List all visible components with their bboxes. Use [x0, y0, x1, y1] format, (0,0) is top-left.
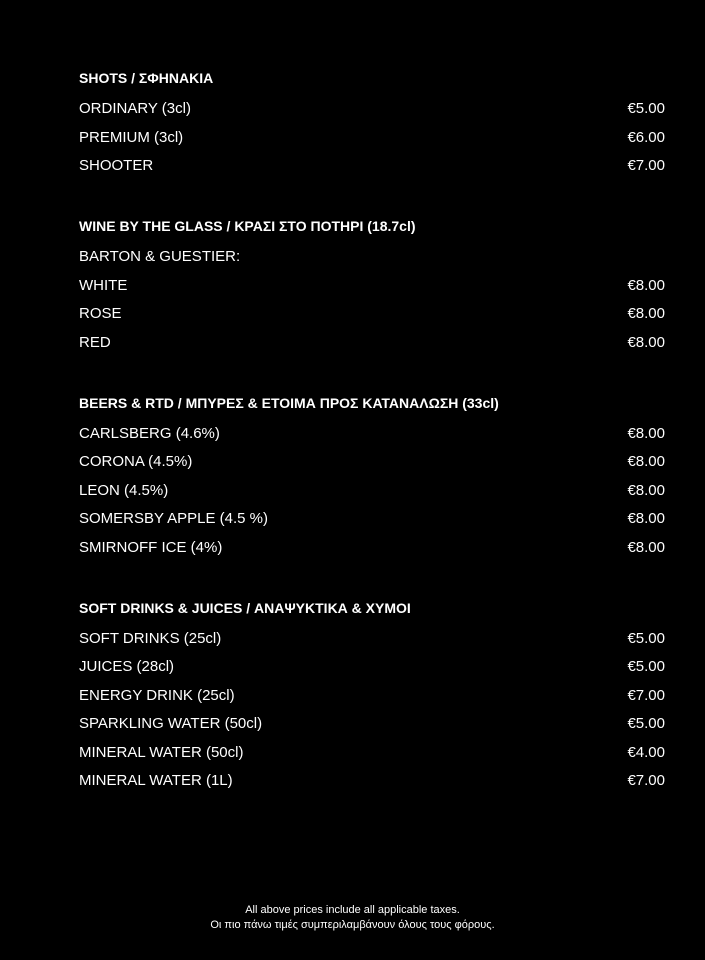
item-name: SHOOTER: [79, 157, 154, 175]
menu-item: [79, 271, 665, 300]
menu-item: [79, 681, 665, 710]
item-name: PREMIUM (3cl): [79, 128, 184, 146]
item-name: SOFT DRINKS (25cl): [79, 629, 222, 647]
item-price: €7.00: [627, 686, 665, 704]
section-title: SOFT DRINKS & JUICES / ΑΝΑΨΥΚΤΙΚΑ & ΧΥΜΟΙ: [79, 599, 411, 616]
item-name: ENERGY DRINK (25cl): [79, 686, 235, 704]
section-soft-drinks: [79, 596, 665, 796]
item-price: €8.00: [627, 510, 665, 528]
item-price: €8.00: [627, 333, 665, 351]
menu-item: [79, 123, 665, 152]
item-name: WHITE: [79, 276, 128, 294]
menu-item: [79, 767, 665, 796]
menu-item: [79, 95, 665, 124]
item-name: MINERAL WATER (50cl): [79, 743, 244, 761]
item-name: SPARKLING WATER (50cl): [79, 715, 263, 733]
item-price: €8.00: [627, 424, 665, 442]
tax-note-english: All above prices include all applicable taxes.: [245, 904, 460, 916]
item-price: €5.00: [627, 715, 665, 733]
item-price: €5.00: [627, 100, 665, 118]
item-price: €6.00: [627, 128, 665, 146]
item-name: CARLSBERG (4.6%): [79, 424, 220, 442]
section-shots: [79, 66, 665, 180]
item-name: SMIRNOFF ICE (4%): [79, 538, 223, 556]
item-name: RED: [79, 333, 111, 351]
item-name: MINERAL WATER (1L): [79, 772, 233, 790]
section-title: WINE BY THE GLASS / ΚΡΑΣΙ ΣΤΟ ΠΟΤΗΡΙ (18.7cl): [79, 218, 416, 234]
item-name: JUICES (28cl): [79, 658, 175, 676]
section-title: BEERS & RTD / ΜΠΥΡΕΣ & ΕΤΟΙΜΑ ΠΡΟΣ ΚΑΤΑΝΑΛΩΣΗ (33cl): [79, 394, 499, 411]
item-name: ROSE: [79, 305, 122, 323]
menu-item: [79, 419, 665, 448]
menu-item: [79, 533, 665, 562]
item-price: €7.00: [627, 157, 665, 175]
menu-item: [79, 300, 665, 329]
menu-item: [79, 738, 665, 767]
item-name: CORONA (4.5%): [79, 453, 193, 471]
item-price: €8.00: [627, 481, 665, 499]
item-price: €5.00: [627, 658, 665, 676]
item-price: €8.00: [627, 276, 665, 294]
item-price: €5.00: [627, 629, 665, 647]
item-price: €8.00: [627, 305, 665, 323]
tax-note-greek: Οι πιο πάνω τιμές συμπεριλαμβάνουν όλους τους φόρους.: [210, 919, 495, 931]
section-subheader: BARTON & GUESTIER:: [79, 247, 241, 265]
section-wine: [79, 214, 665, 357]
item-name: ORDINARY (3cl): [79, 100, 191, 118]
item-price: €4.00: [627, 743, 665, 761]
section-beers: [79, 391, 665, 562]
menu-item: [79, 152, 665, 181]
section-title: SHOTS / ΣΦΗΝΑΚΙΑ: [79, 70, 214, 86]
menu-item: [79, 476, 665, 505]
menu-item: [79, 653, 665, 682]
menu-item: [79, 328, 665, 357]
item-price: €8.00: [627, 538, 665, 556]
item-price: €7.00: [627, 772, 665, 790]
menu-item: [79, 710, 665, 739]
menu-item: [79, 505, 665, 534]
drinks-menu: [79, 66, 665, 795]
item-name: SOMERSBY APPLE (4.5 %): [79, 510, 268, 528]
tax-note: [0, 903, 705, 933]
item-price: €8.00: [627, 453, 665, 471]
menu-item: [79, 624, 665, 653]
item-name: LEON (4.5%): [79, 481, 169, 499]
menu-item: [79, 448, 665, 477]
